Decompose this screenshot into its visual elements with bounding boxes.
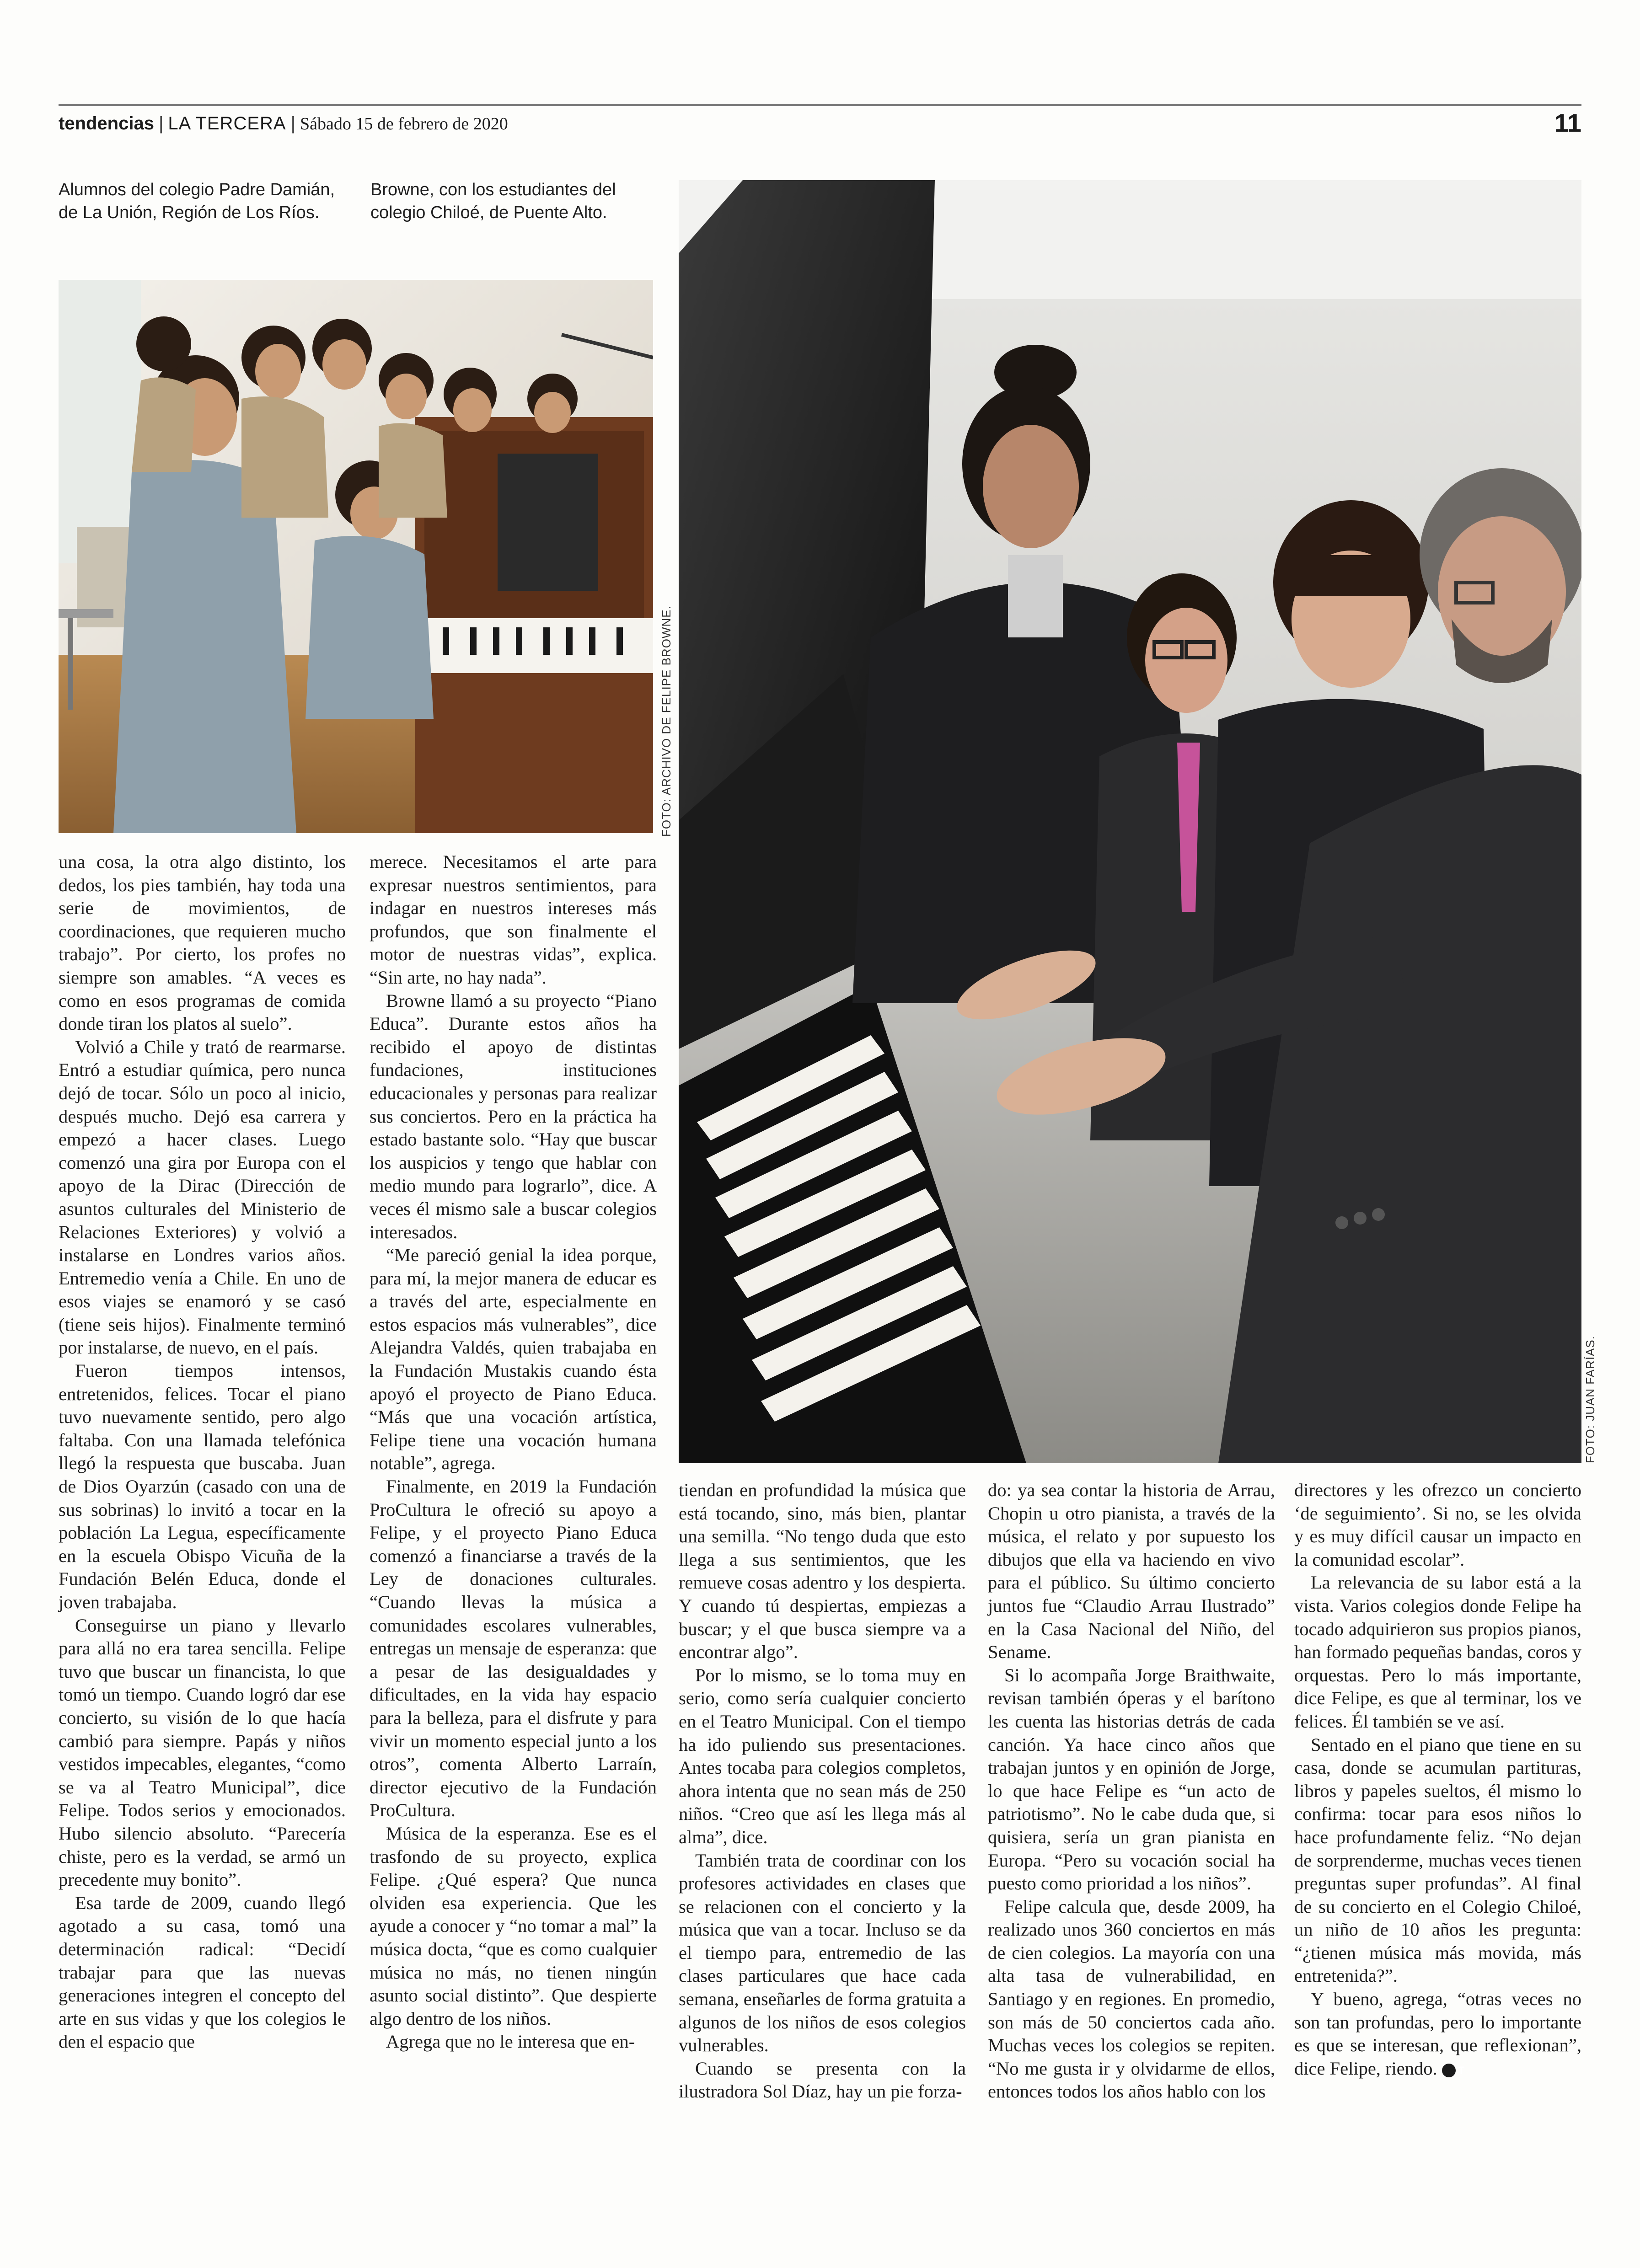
paragraph: También trata de coordinar con los profesores actividades en clases que se relacionen con el concierto y la música que van a tocar. Incluso se da el tiempo para, entremedio de las clases particulares que hace cada semana, enseñarles de forma gratuita a algunos de los niños de esos colegios vulnerables. <box>679 1850 966 2056</box>
paragraph: Felipe calcula que, desde 2009, ha realizado unos 360 conciertos en más de cien colegios. La mayoría con una alta tasa de vulnerabilidad, en Santiago y en regiones. En promedio, son más de 50 conciertos cada año. Muchas veces los colegios se repiten. “No me gusta ir y olvidarme de ellos, entonces todos los años hablo con los <box>988 1896 1275 2102</box>
header-rule <box>59 104 1581 106</box>
photo-children-piano <box>59 280 653 833</box>
photo-credit-right: FOTO: JUAN FARÍAS. <box>1583 1335 1597 1463</box>
paragraph: Por lo mismo, se lo toma muy en serio, como sería cualquier concierto en el Teatro Municipal. Con el tiempo ha ido puliendo sus presentaciones. Antes tocaba para colegios completos, ahora intenta que no sean más de 250 niños. “Creo que así les llega más al alma”, dice. <box>679 1664 966 1847</box>
paragraph: Si lo acompaña Jorge Braithwaite, revisan también óperas y el barítono les cuenta las historias detrás de cada canción. Ya hace cinco años que trabajan juntos y en opinión de Jorge, lo que hace Felipe es “un acto de patriotismo”. No le cabe duda que, si quisiera, sería un gran pianista en Europa. “Pero su vocación social ha puesto como prioridad a los niños”. <box>988 1664 1275 1894</box>
masthead-separator: | <box>158 113 164 134</box>
paragraph: Conseguirse un piano y llevarlo para allá no era tarea sencilla. Felipe tuvo que buscar un financista, lo que tomó un tiempo. Cuando logró dar ese concierto, su visión de lo que hacía cambió para siempre. Papás y niños vestidos impecables, elegantes, “como se va al Teatro Municipal”, dice Felipe. Todos serios y emocionados. Hubo silencio absoluto. “Parecería chiste, pero es la verdad, se armó un precedente muy bonito”. <box>59 1615 346 1890</box>
paragraph: una cosa, la otra algo distinto, los dedos, los pies también, hay toda una serie de movimientos, de coordinaciones, que requieren mucho trabajo”. Por cierto, los profes no siempre son amables. “A veces es como en esos programas de comida donde tiran los platos al suelo”. <box>59 851 346 1034</box>
photo-credit-left: FOTO: ARCHIVO DE FELIPE BROWNE. <box>659 605 673 837</box>
paragraph: “Me pareció genial la idea porque, para mí, la mejor manera de educar es a través del arte, especialmente en estos espacios más vulnerables”, dice Alejandra Valdés, quien trabajaba en la Fundación Mustakis cuando ésta apoyó el proyecto de Piano Educa. “Más que una vocación artística, Felipe tiene una vocación humana notable”, agrega. <box>370 1245 657 1474</box>
photo-browne-grand-piano <box>679 180 1581 1463</box>
end-of-article-mark: T <box>1442 2064 1456 2077</box>
paragraph <box>1294 1988 1581 2080</box>
section-name: tendencias <box>59 113 154 134</box>
paragraph: Fueron tiempos intensos, entretenidos, felices. Tocar el piano tuvo nuevamente sentido, pero algo faltaba. Con una llamada telefónica llegó la respuesta que buscaba. Juan de Dios Oyarzún (casado con una de sus sobrinas) lo invitó a tocar en la población La Legua, específicamente en la escuela Obispo Vicuña de la Fundación Belén Educa, donde el joven trabajaba. <box>59 1360 346 1612</box>
article-column-3 <box>679 1479 966 2103</box>
paragraph: do: ya sea contar la historia de Arrau, Chopin u otro pianista, a través de la música, el relato y por supuesto los dibujos que ella va haciendo en vivo para el público. Su último concierto juntos fue “Claudio Arrau Ilustrado” en la Casa Nacional del Niño, del Sename. <box>988 1480 1275 1663</box>
paragraph: Cuando se presenta con la ilustradora Sol Díaz, hay un pie forza- <box>679 2058 966 2102</box>
paragraph: Volvió a Chile y trató de rearmarse. Entró a estudiar química, pero nunca dejó de tocar. Sólo un poco al inicio, después mucho. Dejó esa carrera y empezó a hacer clases. Luego comenzó una gira por Europa con el apoyo de la Dirac (Dirección de asuntos culturales del Ministerio de Relaciones Exteriores) y volvió a instalarse en Londres varios años. Entremedio venía a Chile. En uno de esos viajes se enamoró y se casó (tiene seis hijos). Finalmente terminó por instalarse, de nuevo, en el país. <box>59 1036 346 1358</box>
paragraph: Sentado en el piano que tiene en su casa, donde se acumulan partituras, libros y papeles sueltos, él mismo lo confirma: tocar para esos niños lo hace profundamente feliz. “No dejan de sorprenderme, muchas veces tienen preguntas super profundas”. Al final de su concierto en el Colegio Chiloé, un niño de 10 años les pregunta: “¿tienen música más movida, más entretenida?”. <box>1294 1734 1581 1986</box>
masthead <box>59 113 508 141</box>
caption-left-photo: Alumnos del colegio Padre Damián, de La Unión, Región de Los Ríos. <box>59 180 335 222</box>
paragraph: Esa tarde de 2009, cuando llegó agotado a su casa, tomó una determinación radical: “Decidí trabajar para que las nuevas generaciones integren el concepto del arte en sus vidas y que los colegios le den el espacio que <box>59 1892 346 2052</box>
paragraph: merece. Necesitamos el arte para expresar nuestros sentimientos, para indagar en nuestros intereses más profundos, que son finalmente el motor de nuestras vidas”, explica. “Sin arte, no hay nada”. <box>370 851 657 988</box>
paragraph: directores y les ofrezco un concierto ‘de seguimiento’. Si no, se les olvida y es muy difícil causar un impacto en la comunidad escolar”. <box>1294 1480 1581 1570</box>
paragraph-text: Y bueno, agrega, “otras veces no son tan profundas, pero lo importante es que se interesan, que reflexionan”, dice Felipe, riendo. <box>1294 1989 1581 2079</box>
article-column-2 <box>370 850 657 2054</box>
article-column-1 <box>59 850 346 2054</box>
caption-right-photo: Browne, con los estudiantes del colegio Chiloé, de Puente Alto. <box>370 180 616 222</box>
article-column-4 <box>988 1479 1275 2103</box>
masthead-separator-2: | <box>290 113 295 134</box>
article-column-5 <box>1294 1479 1581 2080</box>
paragraph: Finalmente, en 2019 la Fundación ProCultura le ofreció su apoyo a Felipe, y el proyecto Piano Educa comenzó a financiarse a través de la Ley de donaciones culturales. “Cuando llevas la música a comunidades escolares vulnerables, entregas un mensaje de esperanza: que a pesar de las desigualdades y dificultades, en la vida hay espacio para la belleza, para el disfrute y para vivir un momento especial junto a los otros”, comenta Alberto Larraín, director ejecutivo de la Fundación ProCultura. <box>370 1476 657 1821</box>
paragraph: Música de la esperanza. Ese es el trasfondo de su proyecto, explica Felipe. ¿Qué espera? Que nunca olviden esa experiencia. Que les ayude a conocer y “no tomar a mal” la música docta, “que es como cualquier música no más, no tienen ningún asunto social distinto”. Que despierte algo dentro de los niños. <box>370 1823 657 2029</box>
paragraph: tiendan en profundidad la música que está tocando, sino, más bien, plantar una semilla. “No tengo duda que esto llega a sus sentimientos, que les remueve cosas adentro y los despierta. Y cuando tú despiertas, empiezas a buscar; y el que busca siempre va a encontrar algo”. <box>679 1480 966 1663</box>
newspaper-name: LA TERCERA <box>168 113 286 134</box>
paragraph: La relevancia de su labor está a la vista. Varios colegios donde Felipe ha tocado adquirieron sus propios pianos, han formado pequeñas bandas, coros y orquestas. Pero lo más importante, dice Felipe, es que al terminar, los ve felices. Él también se ve así. <box>1294 1572 1581 1732</box>
page-number: 11 <box>1554 108 1581 137</box>
issue-date: Sábado 15 de febrero de 2020 <box>300 114 508 134</box>
paragraph: Browne llamó a su proyecto “Piano Educa”. Durante estos años ha recibido el apoyo de distintas fundaciones, instituciones educacionales y personas para realizar sus conciertos. Pero en la práctica ha estado bastante solo. “Hay que buscar los auspicios y tengo que hablar con medio mundo para lograrlo”, dice. A veces él mismo sale a buscar colegios interesados. <box>370 990 657 1242</box>
paragraph: Agrega que no le interesa que en- <box>386 2031 635 2052</box>
